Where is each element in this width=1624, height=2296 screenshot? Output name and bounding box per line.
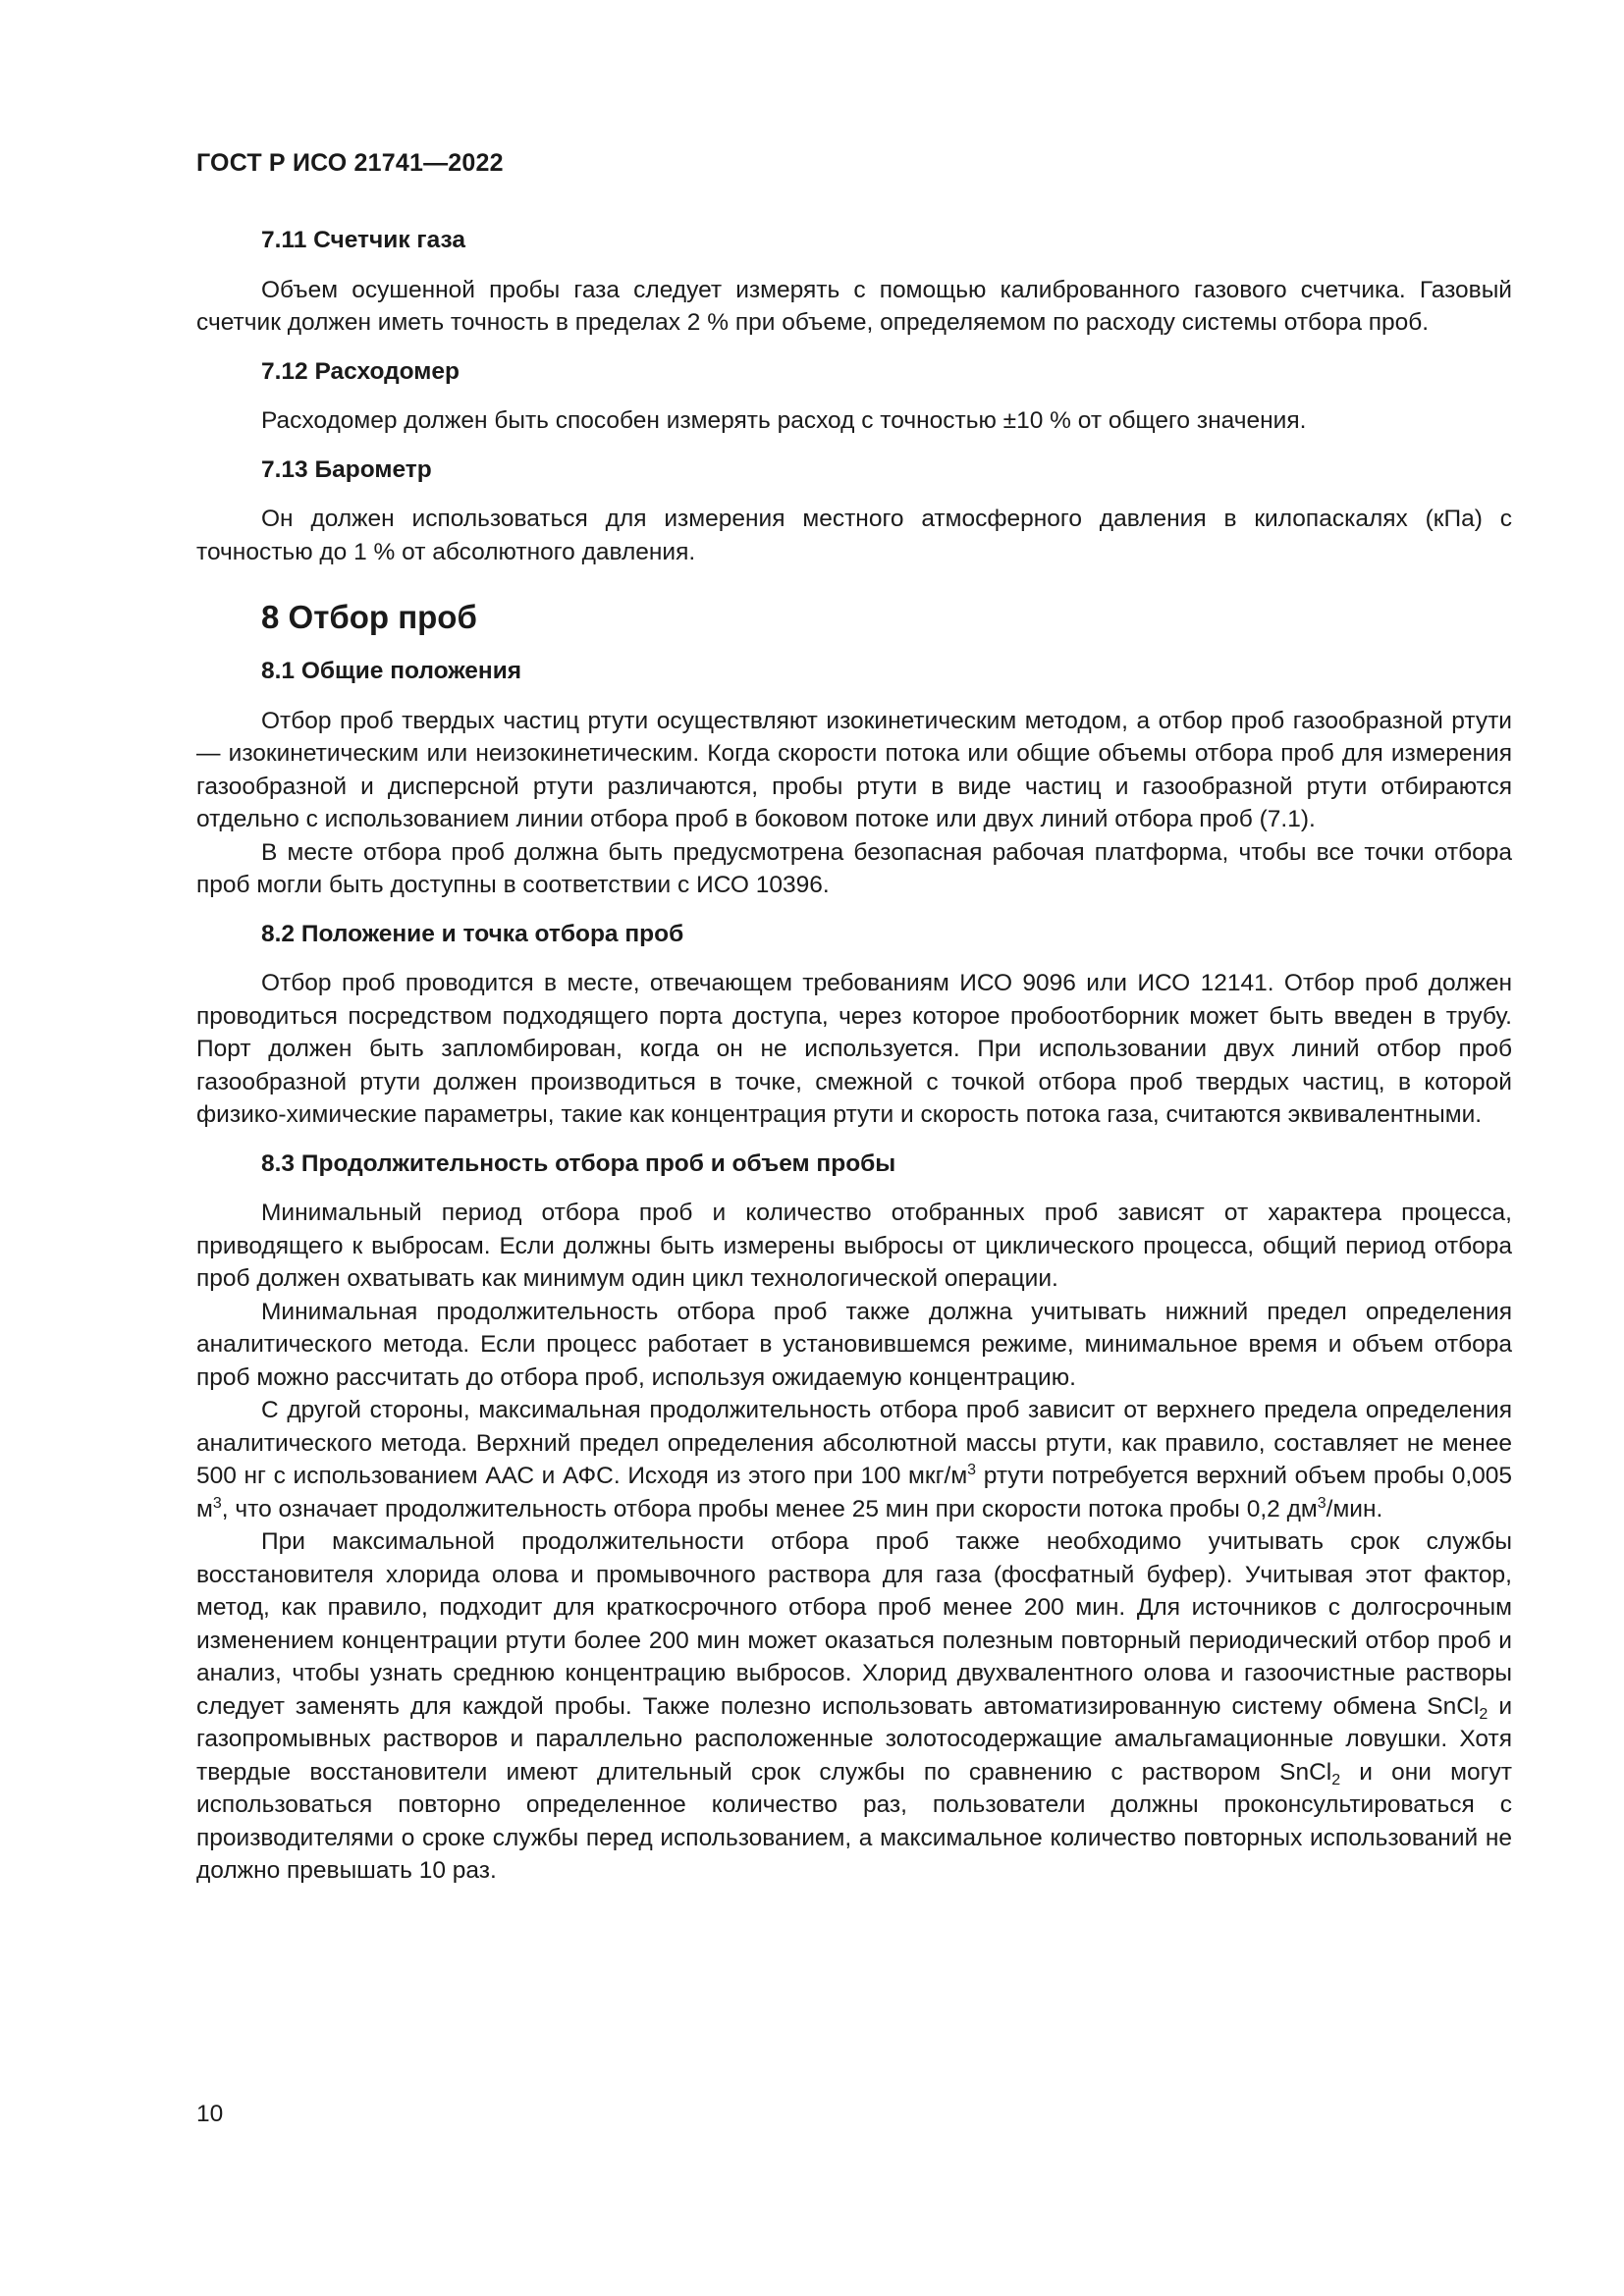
text-run: /мин. [1326, 1495, 1383, 1522]
section-8-3 [196, 1148, 1512, 1888]
section-title: 8.3 Продолжительность отбора проб и объем пробы [261, 1149, 896, 1177]
paragraph: Объем осушенной пробы газа следует измерять с помощью калиброванного газового счетчика. Газовый счетчик должен иметь точность в пределах 2 % при объеме, определяемом по расходу системы отбора проб. [196, 276, 1512, 336]
page-number: 10 [196, 2101, 224, 2127]
subscript: 2 [1479, 1705, 1489, 1723]
paragraph [196, 1394, 1512, 1525]
text-run: При максимальной продолжительности отбора проб также необходимо учитывать срок службы восстановителя хлорида олова и промывочного раствора для газа (фосфатный буфер). Учитывая этот фактор, метод, как правило, подходит для краткосрочного отбора проб менее 200 мин. Для источников с долгосрочным изменением концентрации ртути более 200 мин может оказаться полезным повторный периодический отбор проб и анализ, чтобы узнать среднюю концентрацию выбросов. Хлорид двухвалентного олова и газоочистные растворы следует заменять для каждой пробы. Также полезно использовать автоматизированную систему обмена SnCl [196, 1528, 1512, 1720]
superscript: 3 [967, 1462, 977, 1478]
text-run: С другой стороны, максимальная продолжительность отбора проб зависит от верхнего предела определения аналитического метода. Верхний предел определения абсолютной массы ртути, как правило, составляет не менее 500 нг с использованием ААС и АФС. Исходя из этого при 100 мкг/м [196, 1397, 1512, 1489]
section-7-11 [196, 224, 1512, 340]
text-run: ртути потребуется верхний объем пробы 0,005 м [196, 1463, 1512, 1522]
chapter-title: 8 Отбор проб [261, 599, 477, 635]
section-8-1 [196, 655, 1512, 902]
document-header: ГОСТ Р ИСО 21741—2022 [196, 149, 504, 177]
paragraph [196, 1525, 1512, 1888]
section-7-13 [196, 454, 1512, 569]
section-7-12 [196, 355, 1512, 438]
superscript: 3 [212, 1494, 222, 1512]
paragraph: Расходомер должен быть способен измерять расход с точностью ±10 % от общего значения. [261, 407, 1307, 434]
paragraph: Минимальная продолжительность отбора проб также должна учитывать нижний предел определения аналитического метода. Если процесс работает в установившемся режиме, минимальное время и объем отбора проб можно рассчитать до отбора проб, используя ожидаемую концентрацию. [196, 1298, 1512, 1391]
section-8-2 [196, 918, 1512, 1132]
section-title: 7.13 Барометр [261, 455, 432, 483]
paragraph: Отбор проб проводится в месте, отвечающем требованиям ИСО 9096 или ИСО 12141. Отбор проб должен проводиться посредством подходящего порта доступа, через которое пробоотборник может быть введен в трубу. Порт должен быть запломбирован, когда он не используется. При использовании двух линий отбор проб газообразной ртути должен производиться в точке, смежной с точкой отбора проб твердых частиц, в которой физико-химические параметры, такие как концентрация ртути и скорость потока газа, считаются эквивалентными. [196, 970, 1512, 1128]
subscript: 2 [1331, 1771, 1341, 1789]
section-title: 8.2 Положение и точка отбора проб [261, 920, 684, 947]
paragraph: В месте отбора проб должна быть предусмотрена безопасная рабочая платформа, чтобы все точки отбора проб могли быть доступны в соответствии с ИСО 10396. [196, 838, 1512, 898]
text-run: , что означает продолжительность отбора пробы менее 25 мин при скорости потока пробы 0,2 дм [221, 1495, 1318, 1522]
section-title: 8.1 Общие положения [261, 658, 522, 684]
paragraph: Минимальный период отбора проб и количество отобранных проб зависят от характера процесса, приводящего к выбросам. Если должны быть измерены выбросы от циклического процесса, общий период отбора проб должен охватывать как минимум один цикл технологической операции. [196, 1200, 1512, 1292]
paragraph: Отбор проб твердых частиц ртути осуществляют изокинетическим методом, а отбор проб газообразной ртути — изокинетическим или неизокинетическим. Когда скорости потока или общие объемы отбора проб для измерения газообразной и дисперсной ртути различаются, пробы ртути в виде частиц и газообразной ртути отбираются отдельно с использованием линии отбора проб в боковом потоке или двух линий отбора проб (7.1). [196, 707, 1512, 832]
superscript: 3 [1317, 1494, 1326, 1512]
document-body [196, 224, 1512, 1903]
text-run: и они могут использоваться повторно определенное количество раз, пользователи должны проконсультироваться с производителями о сроке службы перед использованием, а максимальное количество повторных использований не должно превышать 10 раз. [196, 1758, 1512, 1884]
section-title: 7.11 Счетчик газа [261, 227, 465, 253]
section-title: 7.12 Расходомер [261, 357, 460, 385]
text-run: и газопромывных растворов и параллельно расположенные золотосодержащие амальгамационные ловушки. Хотя твердые восстановители имеют длительный срок службы по сравнению с раствором SnCl [196, 1692, 1513, 1786]
paragraph: Он должен использоваться для измерения местного атмосферного давления в килопаскалях (кПа) с точностью до 1 % от абсолютного давления. [196, 506, 1512, 565]
